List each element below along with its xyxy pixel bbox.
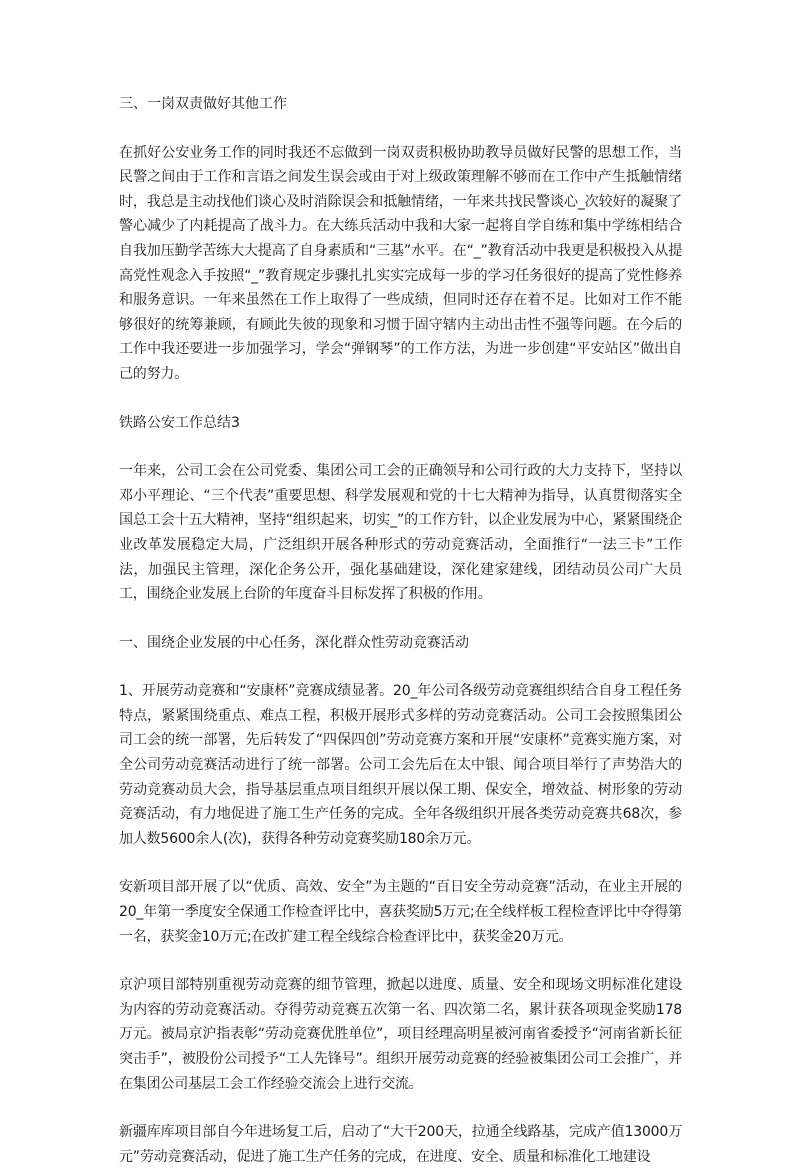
paragraph-jinghu-project: 京沪项目部特别重视劳动竞赛的细节管理，掀起以进度、质量、安全和现场文明标准化建设为内容的劳动竞赛活动。夺得劳动竞赛五次第一名、四次第二名，累计获各项现金奖励178万元。被局京沪指表彰“劳动竞赛优胜单位”，项目经理高明星被河南省委授予“河南省新长征突击手”，被股份公司授予“工人先锋号”。组织开展劳动竞赛的经验被集团公司工会推广，并在集团公司基层工会工作经验交流会上进行交流。 (119, 977, 682, 1092)
spacer (119, 655, 682, 679)
paragraph-xinjiang-project: 新疆库库项目部自今年进场复工后，启动了“大干200天，拉通全线路基，完成产值13000万元”劳动竞赛活动，促进了施工生产任务的完成，在进度、安全、质量和标准化工地建设 (119, 1124, 682, 1165)
spacer (119, 117, 682, 141)
paragraph-duty-work: 在抓好公安业务工作的同时我还不忘做到一岗双责积极协助教导员做好民警的思想工作，当民警之间由于工作和言语之间发生误会或由于对上级政策理解不够而在工作中产生抵触情绪时，我总是主动找他们谈心及时消除误会和抵触情绪，一年来共找民警谈心_次较好的凝聚了警心减少了内耗提高了战斗力。在大练兵活动中我和大家一起将自学自练和集中学练相结合自我加压勤学苦练大大提高了自身素质和“三基”水平。在“_”教育活动中我更是积极投入从提高党性观念入手按照“_”教育规定步骤扎扎实实完成每一步的学习任务很好的提高了党性修养和服务意识。一年来虽然在工作上取得了一些成绩，但同时还存在着不足。比如对工作不能够很好的统筹兼顾，有顾此失彼的现象和习惯于固守辖内主动出击性不强等问题。在今后的工作中我还要进一步加强学习，学会“弹钢琴”的工作方法，为进一步创建“平安站区”做出自己的努力。 (119, 144, 682, 382)
paragraph-competition-results: 1、开展劳动竞赛和“安康杯”竞赛成绩显著。20_年公司各级劳动竞赛组织结合自身工程任务特点，紧紧围绕重点、难点工程，积极开展形式多样的劳动竞赛活动。公司工会按照集团公司工会的统一部署，先后转发了“四保四创”劳动竞赛方案和开展“安康杯”竞赛实施方案，对全公司劳动竞赛活动进行了统一部署。公司工会先后在太中银、闻合项目举行了声势浩大的劳动竞赛动员大会，指导基层重点项目组织开展以保工期、保安全，增效益、树形象的劳动竞赛活动，有力地促进了施工生产任务的完成。全年各级组织开展各类劳动竞赛共68次，参加人数5600余人(次)，获得各种劳动竞赛奖励180余万元。 (119, 683, 682, 847)
article-title: 铁路公安工作总结3 (119, 414, 240, 431)
spacer (119, 435, 682, 459)
paragraph-anxin-project: 安新项目部开展了以“优质、高效、安全”为主题的“百日安全劳动竞赛”活动，在业主开展的20_年第一季度安全保通工作检查评比中，喜获奖励5万元;在全线样板工程检查评比中夺得第一名，获奖金10万元;在改扩建工程全线综合检查评比中，获奖金20万元。 (119, 879, 682, 945)
paragraph-intro: 一年来，公司工会在公司党委、集团公司工会的正确领导和公司行政的大力支持下，坚持以邓小平理论、“三个代表”重要思想、科学发展观和党的十七大精神为指导，认真贯彻落实全国总工会十五大精神，坚持“组织起来，切实_”的工作方针，以企业发展为中心，紧紧围绕企业改革发展稳定大局，广泛组织开展各种形式的劳动竞赛活动，全面推行“一法三卡”工作法，加强民主管理，深化企务公开，强化基础建设，深化建家建线，团结动员公司广大员工，围绕企业发展上台阶的年度奋斗目标发挥了积极的作用。 (119, 463, 682, 603)
section-heading-labor-competition: 一、围绕企业发展的中心任务，深化群众性劳动竞赛活动 (119, 634, 469, 651)
document-body (119, 92, 682, 1169)
spacer (119, 387, 682, 411)
spacer (119, 949, 682, 973)
spacer (119, 851, 682, 875)
section-heading-duty: 三、一岗双责做好其他工作 (119, 96, 287, 112)
spacer (119, 1096, 682, 1120)
spacer (119, 607, 682, 631)
